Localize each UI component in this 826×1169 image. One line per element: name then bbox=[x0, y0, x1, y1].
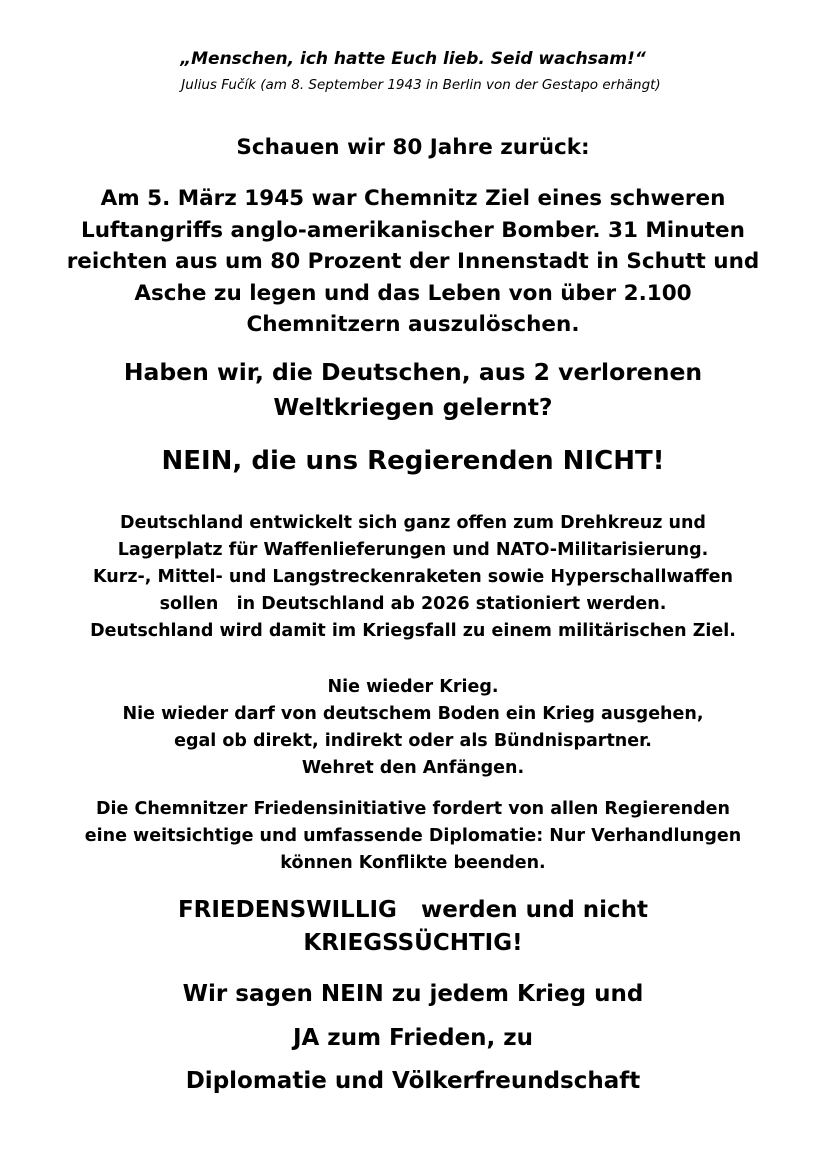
paragraph-2-line: Kurz-, Mittel- und Langstreckenraketen sowie Hyperschallwaffen bbox=[93, 567, 733, 587]
paragraph-1-line: Am 5. März 1945 war Chemnitz Ziel eines schweren bbox=[100, 186, 726, 211]
quote-attribution: Julius Fučík (am 8. September 1943 in Berlin von der Gestapo erhängt) bbox=[181, 77, 661, 93]
closing-line: JA zum Frieden, zu bbox=[292, 1025, 534, 1051]
quote-text: „Menschen, ich hatte Euch lieb. Seid wachsam!“ bbox=[180, 49, 646, 69]
paragraph-3-line: Nie wieder Krieg. bbox=[327, 677, 499, 697]
slogan-line: FRIEDENSWILLIG werden und nicht bbox=[177, 897, 649, 923]
paragraph-4-line: Die Chemnitzer Friedensinitiative fordert von allen Regierenden bbox=[96, 799, 730, 819]
page-heading: Schauen wir 80 Jahre zurück: bbox=[236, 135, 590, 160]
question-line: Haben wir, die Deutschen, aus 2 verlorenen bbox=[123, 358, 703, 386]
answer-headline: NEIN, die uns Regierenden NICHT! bbox=[161, 446, 665, 476]
paragraph-3-line: Wehret den Anfängen. bbox=[301, 758, 525, 778]
paragraph-3-line: egal ob direkt, indirekt oder als Bündnispartner. bbox=[174, 731, 652, 751]
paragraph-1-line: Luftangriffs anglo-amerikanischer Bomber. 31 Minuten bbox=[81, 218, 745, 243]
paragraph-4-line: eine weitsichtige und umfassende Diplomatie: Nur Verhandlungen bbox=[84, 826, 742, 846]
paragraph-1-line: Chemnitzern auszulöschen. bbox=[246, 312, 580, 337]
paragraph-1-line: reichten aus um 80 Prozent der Innenstadt in Schutt und bbox=[66, 249, 760, 274]
question-line: Weltkriegen gelernt? bbox=[273, 393, 553, 421]
paragraph-1-line: Asche zu legen und das Leben von über 2.100 bbox=[134, 281, 692, 306]
paragraph-2-line: Deutschland entwickelt sich ganz offen zum Drehkreuz und bbox=[120, 513, 706, 533]
paragraph-2-line: Deutschland wird damit im Kriegsfall zu einem militärischen Ziel. bbox=[90, 621, 736, 641]
paragraph-3-line: Nie wieder darf von deutschem Boden ein Krieg ausgehen, bbox=[122, 704, 704, 724]
paragraph-2-line: Lagerplatz für Waffenlieferungen und NATO-Militarisierung. bbox=[117, 540, 709, 560]
closing-line: Diplomatie und Völkerfreundschaft bbox=[185, 1068, 641, 1094]
closing-line: Wir sagen NEIN zu jedem Krieg und bbox=[182, 981, 644, 1007]
paragraph-4-line: können Konflikte beenden. bbox=[280, 853, 546, 873]
slogan-line: KRIEGSSÜCHTIG! bbox=[303, 930, 523, 956]
paragraph-2-line: sollen in Deutschland ab 2026 stationiert werden. bbox=[159, 594, 667, 614]
